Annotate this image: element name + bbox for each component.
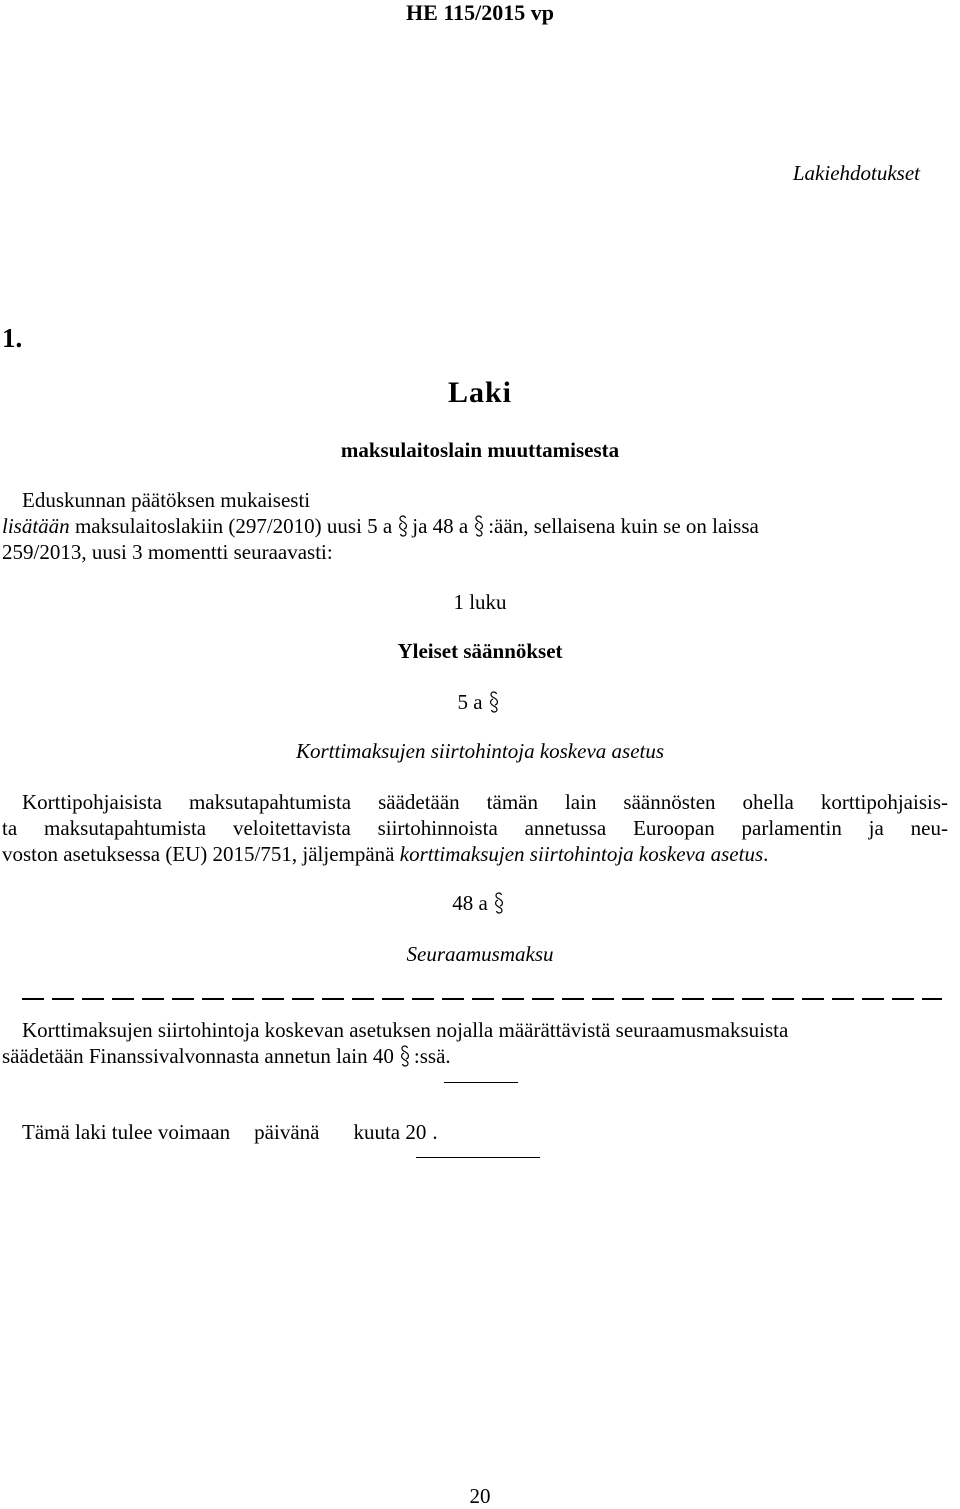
section-48a-number-text: 48 a — [452, 891, 488, 915]
section-5a-line-3-text: voston asetuksessa (EU) 2015/751, jäljempänä — [2, 842, 395, 866]
section-5a-number-text: 5 a — [457, 690, 483, 714]
entry-text-1: Tämä laki tulee voimaan — [22, 1120, 231, 1144]
intro-text-3: :ään, sellaisena kuin se on laissa — [488, 514, 759, 538]
omitted-text-dashes — [22, 998, 942, 1000]
intro-verb: lisätään — [2, 514, 70, 538]
entry-text-4: . — [432, 1120, 438, 1144]
intro-line-3: 259/2013, uusi 3 momentti seuraavasti: — [2, 540, 333, 564]
section-5a-line-1: Korttipohjaisista maksutapahtumista säädetään tämän lain säännösten ohella korttipohjaisis- — [22, 790, 948, 814]
intro-line-1: Eduskunnan päätöksen mukaisesti — [22, 488, 311, 512]
section-48a-line-2-text: säädetään Finanssivalvonnasta annetun lain 40 — [2, 1044, 394, 1068]
section-sign-icon — [494, 892, 504, 914]
section-48a-line-2-end: :ssä. — [413, 1044, 451, 1068]
section-5a-line-3-term: korttimaksujen siirtohintoja koskeva asetus — [399, 842, 764, 866]
section-5a-line-3 — [2, 841, 768, 867]
section-label: Lakiehdotukset — [792, 161, 920, 185]
proposal-number: 1. — [2, 323, 23, 353]
law-subtitle: maksulaitoslain muuttamisesta — [340, 438, 620, 462]
intro-text-2: ja 48 a — [412, 514, 469, 538]
section-sign-icon — [474, 515, 484, 537]
intro-text: maksulaitoslakiin (297/2010) uusi 5 a — [74, 514, 393, 538]
page-number: 20 — [469, 1484, 491, 1508]
section-5a-number — [0, 689, 960, 715]
section-sign-icon — [398, 515, 408, 537]
intro-line-2 — [2, 513, 958, 539]
section-sign-icon — [489, 691, 499, 713]
entry-into-force — [22, 1119, 438, 1145]
entry-text-3: kuuta 20 — [353, 1120, 427, 1144]
section-5a-heading: Korttimaksujen siirtohintoja koskeva asetus — [295, 739, 665, 763]
chapter-number: 1 luku — [453, 590, 507, 614]
section-48a-heading: Seuraamusmaksu — [406, 942, 554, 966]
chapter-title: Yleiset säännökset — [397, 639, 563, 663]
section-5a-line-2: ta maksutapahtumista veloitettavista siirtohinnoista annetussa Euroopan parlamentin ja neu- — [2, 816, 948, 840]
document-header-id: HE 115/2015 vp — [406, 0, 554, 25]
section-48a-line-1: Korttimaksujen siirtohintoja koskevan asetuksen nojalla määrättävistä seuraamusmaksuista — [22, 1018, 789, 1042]
law-title: Laki — [447, 376, 513, 409]
entry-text-2: päivänä — [254, 1120, 320, 1144]
separator-line-long — [416, 1157, 540, 1158]
separator-line-short — [444, 1082, 518, 1083]
section-sign-icon — [400, 1045, 410, 1067]
section-48a-number — [0, 890, 960, 916]
section-48a-line-2 — [2, 1043, 451, 1069]
section-5a-line-3-end: . — [763, 842, 769, 866]
